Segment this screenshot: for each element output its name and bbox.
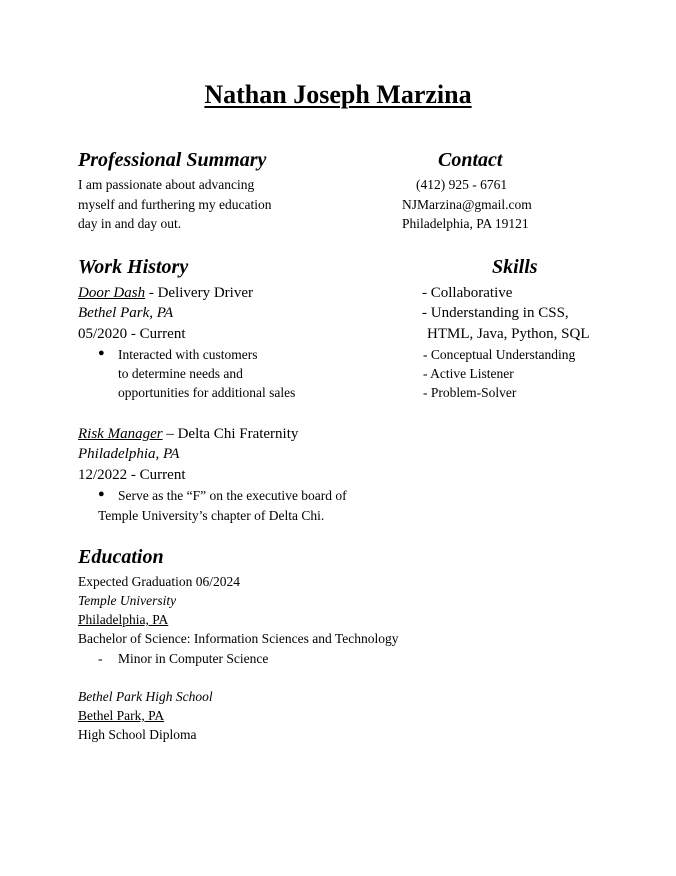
education-degree: Bachelor of Science: Information Sciences and Technology [78, 631, 399, 646]
job-bullet-line: opportunities for additional sales [118, 385, 296, 400]
education-hs-location: Bethel Park, PA [78, 708, 165, 723]
job-employer: Door Dash [78, 285, 146, 301]
skill-item: - Collaborative [422, 285, 513, 301]
job-bullet-line: Serve as the “F” on the executive board of [118, 488, 347, 503]
summary-line: myself and furthering my education [78, 197, 272, 212]
job-location: Philadelphia, PA [78, 446, 180, 462]
job-employer: Risk Manager [78, 426, 163, 442]
bullet-icon: ● [98, 488, 105, 500]
skill-item: HTML, Java, Python, SQL [427, 326, 590, 342]
job-separator: – [162, 426, 178, 442]
job-bullet-line: to determine needs and [118, 366, 243, 381]
education-hs-diploma: High School Diploma [78, 727, 197, 742]
job-title: Delivery Driver [157, 285, 253, 301]
job-dates: 05/2020 - Current [78, 326, 186, 342]
work-heading: Work History [78, 256, 189, 278]
contact-location: Philadelphia, PA 19121 [402, 216, 529, 231]
education-university: Temple University [78, 593, 177, 608]
job-header [78, 424, 298, 444]
skill-item: - Active Listener [423, 366, 514, 381]
education-uni-location: Philadelphia, PA [78, 612, 169, 627]
skill-item: - Understanding in CSS, [422, 305, 569, 321]
education-heading: Education [78, 546, 164, 568]
resume-name [0, 80, 676, 110]
job-dates: 12/2022 - Current [78, 467, 186, 483]
education-minor: Minor in Computer Science [118, 651, 269, 666]
job-location: Bethel Park, PA [78, 305, 174, 321]
contact-heading: Contact [438, 149, 503, 171]
summary-heading: Professional Summary [78, 149, 267, 171]
contact-email: NJMarzina@gmail.com [402, 197, 532, 212]
job-bullet-line: Interacted with customers [118, 347, 258, 362]
job-bullet-line: Temple University’s chapter of Delta Chi. [98, 508, 325, 523]
job-separator: - [145, 285, 158, 301]
bullet-icon: ● [98, 347, 105, 359]
summary-line: I am passionate about advancing [78, 177, 255, 192]
job-header [78, 283, 253, 303]
resume-name-text: Nathan Joseph Marzina [204, 80, 472, 109]
job-title: Delta Chi Fraternity [177, 426, 299, 442]
education-highschool: Bethel Park High School [78, 689, 213, 704]
education-grad: Expected Graduation 06/2024 [78, 574, 240, 589]
skill-item: - Problem-Solver [423, 385, 517, 400]
minor-marker: - [98, 651, 103, 666]
summary-line: day in and day out. [78, 216, 182, 231]
skill-item: - Conceptual Understanding [423, 347, 576, 362]
skills-heading: Skills [492, 256, 538, 278]
contact-phone: (412) 925 - 6761 [416, 177, 508, 192]
